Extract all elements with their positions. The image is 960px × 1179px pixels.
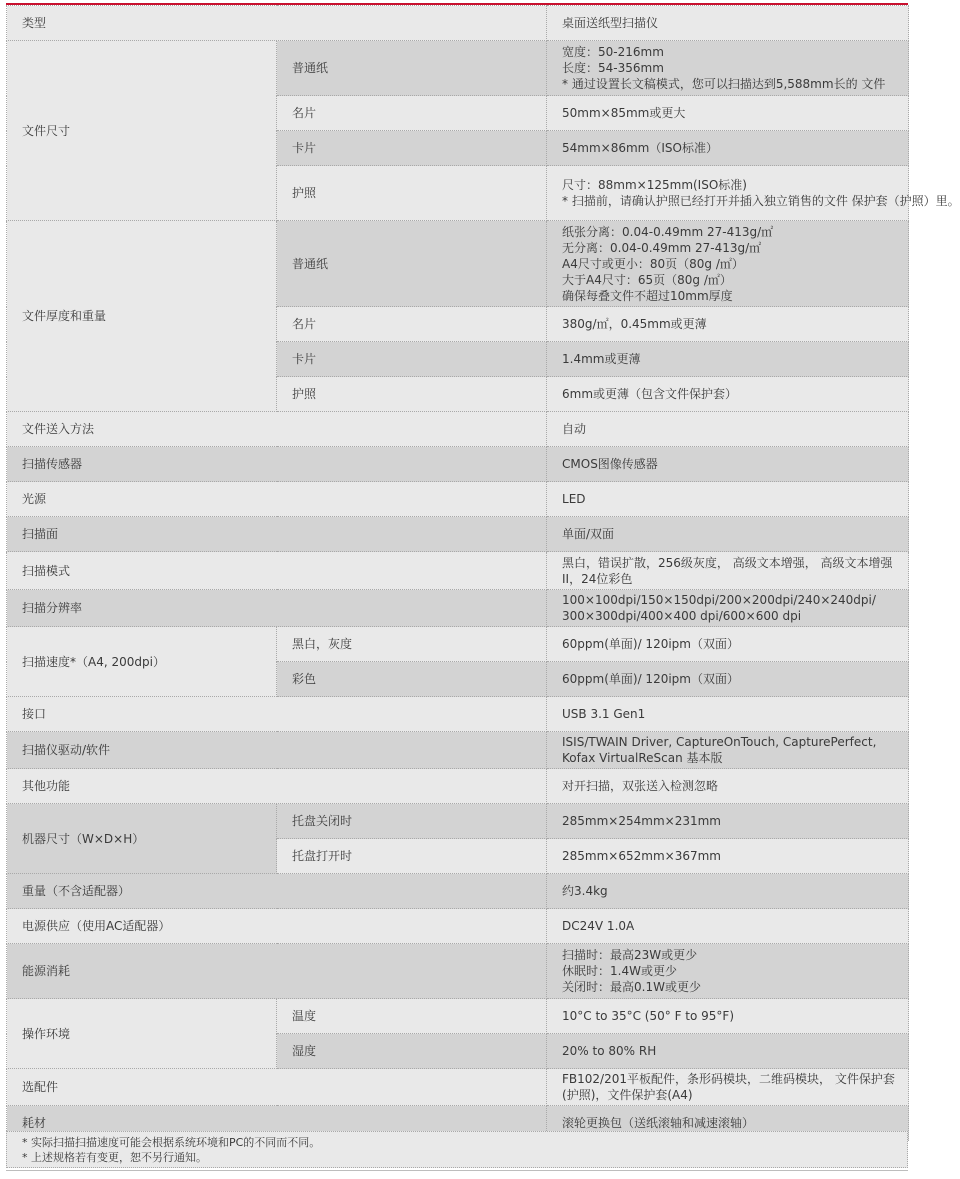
- spec-value: CMOS图像传感器: [547, 447, 909, 482]
- table-row: [7, 590, 909, 627]
- footnotes: [6, 1131, 908, 1168]
- spec-value: DC24V 1.0A: [547, 909, 909, 944]
- spec-value: 100×100dpi/150×150dpi/200×200dpi/240×240dpi/ 300×300dpi/400×400 dpi/600×600 dpi: [547, 590, 909, 627]
- spec-sublabel: 托盘打开时: [277, 839, 547, 874]
- spec-value: 380g/㎡，0.45mm或更薄: [547, 307, 909, 342]
- spec-value: 10°C to 35°C (50° F to 95°F): [547, 999, 909, 1034]
- spec-value: 285mm×652mm×367mm: [547, 839, 909, 874]
- spec-value: 单面/双面: [547, 517, 909, 552]
- spec-value: 50mm×85mm或更大: [547, 96, 909, 131]
- spec-value: 20% to 80% RH: [547, 1034, 909, 1069]
- spec-value: USB 3.1 Gen1: [547, 697, 909, 732]
- spec-value: 285mm×254mm×231mm: [547, 804, 909, 839]
- table-row: [7, 412, 909, 447]
- spec-value: 对开扫描，双张送入检测忽略: [547, 769, 909, 804]
- table-row: [7, 769, 909, 804]
- spec-value: 纸张分离：0.04-0.49mm 27-413g/㎡ 无分离：0.04-0.49mm 27-413g/㎡ A4尺寸或更小：80页（80g /㎡） 大于A4尺寸：65页（80g /㎡） 确保每叠文件不超过10mm厚度: [547, 221, 909, 307]
- spec-label: 扫描传感器: [7, 447, 547, 482]
- table-row: [7, 447, 909, 482]
- spec-label: 文件尺寸: [7, 41, 277, 221]
- spec-label: 扫描面: [7, 517, 547, 552]
- spec-value: 自动: [547, 412, 909, 447]
- spec-value: 60ppm(单面)/ 120ipm（双面）: [547, 627, 909, 662]
- spec-label: 文件厚度和重量: [7, 221, 277, 412]
- table-row: [7, 41, 909, 96]
- spec-label: 能源消耗: [7, 944, 547, 999]
- table-row: [7, 221, 909, 307]
- spec-sublabel: 护照: [277, 377, 547, 412]
- table-row: [7, 517, 909, 552]
- table-row: [7, 1069, 909, 1106]
- spec-value: LED: [547, 482, 909, 517]
- spec-sublabel: 名片: [277, 96, 547, 131]
- spec-sublabel: 黑白，灰度: [277, 627, 547, 662]
- spec-label: 文件送入方法: [7, 412, 547, 447]
- table-row: [7, 732, 909, 769]
- spec-sublabel: 温度: [277, 999, 547, 1034]
- spec-value: 宽度：50-216mm 长度：54-356mm * 通过设置长文稿模式，您可以扫描达到5,588mm长的 文件: [547, 41, 909, 96]
- spec-value: 尺寸：88mm×125mm(ISO标准) * 扫描前，请确认护照已经打开并插入独立销售的文件 保护套（护照）里。: [547, 166, 909, 221]
- spec-sublabel: 彩色: [277, 662, 547, 697]
- spec-value: 桌面送纸型扫描仪: [547, 6, 909, 41]
- spec-sublabel: 卡片: [277, 131, 547, 166]
- spec-sublabel: 普通纸: [277, 221, 547, 307]
- table-row: [7, 6, 909, 41]
- spec-value: FB102/201平板配件，条形码模块，二维码模块， 文件保护套(护照)，文件保护套(A4): [547, 1069, 909, 1106]
- spec-label: 扫描速度*（A4, 200dpi）: [7, 627, 277, 697]
- table-row: [7, 552, 909, 590]
- spec-label: 接口: [7, 697, 547, 732]
- spec-value: 1.4mm或更薄: [547, 342, 909, 377]
- spec-value: 约3.4kg: [547, 874, 909, 909]
- spec-sublabel: 湿度: [277, 1034, 547, 1069]
- spec-sublabel: 普通纸: [277, 41, 547, 96]
- spec-value: ISIS/TWAIN Driver, CaptureOnTouch, CapturePerfect, Kofax VirtualReScan 基本版: [547, 732, 909, 769]
- spec-sublabel: 托盘关闭时: [277, 804, 547, 839]
- spec-label: 光源: [7, 482, 547, 517]
- spec-label: 扫描分辨率: [7, 590, 547, 627]
- spec-label: 其他功能: [7, 769, 547, 804]
- table-row: [7, 482, 909, 517]
- table-row: [7, 627, 909, 662]
- table-row: [7, 697, 909, 732]
- spec-label: 扫描模式: [7, 552, 547, 590]
- spec-label: 机器尺寸（W×D×H）: [7, 804, 277, 874]
- spec-value: 54mm×86mm（ISO标准）: [547, 131, 909, 166]
- spec-label: 耗材: [7, 1106, 547, 1141]
- spec-sublabel: 卡片: [277, 342, 547, 377]
- bottom-divider: [6, 1170, 908, 1171]
- spec-label: 选配件: [7, 1069, 547, 1106]
- spec-label: 类型: [7, 6, 547, 41]
- spec-label: 重量（不含适配器）: [7, 874, 547, 909]
- table-row: [7, 804, 909, 839]
- spec-value: 6mm或更薄（包含文件保护套）: [547, 377, 909, 412]
- spec-table: [6, 5, 960, 1141]
- spec-label: 操作环境: [7, 999, 277, 1069]
- spec-sublabel: 护照: [277, 166, 547, 221]
- spec-value: 黑白，错误扩散，256级灰度， 高级文本增强， 高级文本增强 II，24位彩色: [547, 552, 909, 590]
- table-row: [7, 944, 909, 999]
- spec-label: 电源供应（使用AC适配器）: [7, 909, 547, 944]
- table-row: [7, 909, 909, 944]
- footnote: * 实际扫描扫描速度可能会根据系统环境和PC的不同而不同。: [22, 1136, 321, 1149]
- spec-label: 扫描仪驱动/软件: [7, 732, 547, 769]
- footnote: * 上述规格若有变更，恕不另行通知。: [22, 1151, 207, 1164]
- spec-value: 60ppm(单面)/ 120ipm（双面）: [547, 662, 909, 697]
- table-row: [7, 874, 909, 909]
- spec-sublabel: 名片: [277, 307, 547, 342]
- spec-value: 滚轮更换包（送纸滚轴和减速滚轴）: [547, 1106, 909, 1141]
- spec-value: 扫描时：最高23W或更少 休眠时：1.4W或更少 关闭时：最高0.1W或更少: [547, 944, 909, 999]
- table-row: [7, 999, 909, 1034]
